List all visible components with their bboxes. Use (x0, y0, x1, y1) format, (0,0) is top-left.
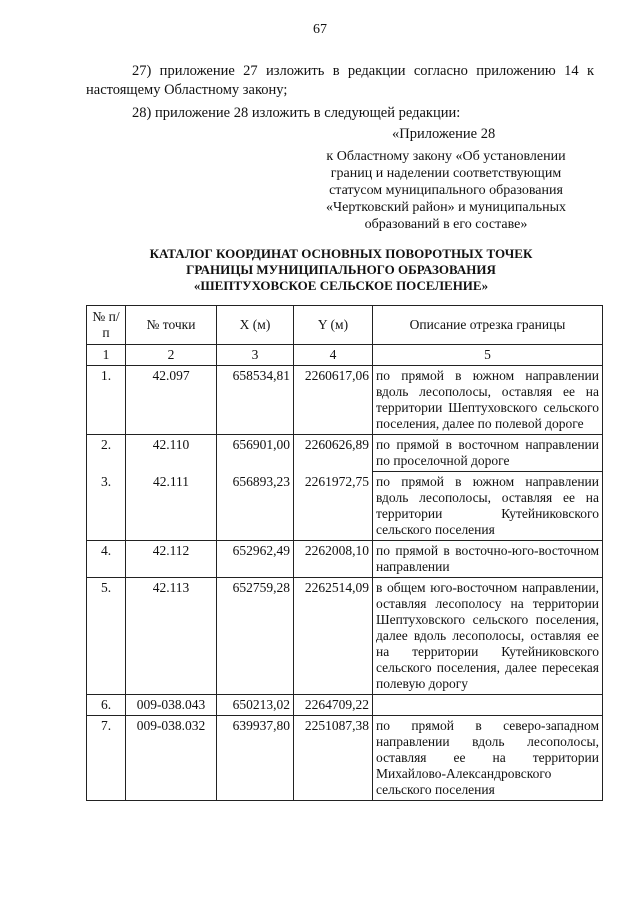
row-x: 652759,28 (217, 578, 294, 695)
row-index: 5. (87, 578, 126, 695)
column-number: 1 (87, 345, 126, 366)
header-description: Описание отрезка границы (373, 306, 603, 345)
header-x: X (м) (217, 306, 294, 345)
row-y: 2262514,09 (294, 578, 373, 695)
row-y: 2262008,10 (294, 541, 373, 578)
row-description: по прямой в восточно-юго-восточном направлении (373, 541, 603, 578)
appendix-subtitle (310, 148, 582, 233)
table-row (87, 435, 603, 472)
row-index: 2. (87, 435, 126, 472)
row-description: по прямой в восточном направлении по проселочной дороге (373, 435, 603, 472)
header-index: № п/п (87, 306, 126, 345)
appendix-subtitle-line: к Областному закону «Об установлении (326, 149, 566, 164)
row-description: по прямой в северо-западном направлении вдоль лесополосы, оставляя ее на территории Михайлово-Александровского сельского поселения (373, 716, 603, 801)
paragraph-27: 27) приложение 27 изложить в редакции согласно приложению 14 к настоящему Областному закону; (86, 63, 594, 98)
appendix-subtitle-line: «Чертковский район» и муниципальных (326, 200, 566, 215)
row-y: 2261972,75 (294, 472, 373, 541)
appendix-subtitle-line: границ и наделении соответствующим (330, 166, 562, 181)
row-point: 42.113 (126, 578, 217, 695)
column-number: 5 (373, 345, 603, 366)
row-index: 7. (87, 716, 126, 801)
row-description: по прямой в южном направлении вдоль лесополосы, оставляя ее на территории Шептуховского сельского поселения, далее по полевой дороге (373, 366, 603, 435)
appendix-subtitle-line: образований в его составе» (364, 217, 528, 232)
table-row (87, 695, 603, 716)
table-row (87, 472, 603, 541)
column-number: 4 (294, 345, 373, 366)
catalog-title-line: ГРАНИЦЫ МУНИЦИПАЛЬНОГО ОБРАЗОВАНИЯ (186, 262, 496, 277)
coordinates-table (86, 305, 603, 801)
column-number: 3 (217, 345, 294, 366)
row-point: 009-038.032 (126, 716, 217, 801)
column-number-row (87, 345, 603, 366)
table-row (87, 578, 603, 695)
row-y: 2264709,22 (294, 695, 373, 716)
catalog-title-line: «ШЕПТУХОВСКОЕ СЕЛЬСКОЕ ПОСЕЛЕНИЕ» (193, 278, 489, 293)
row-index: 3. (87, 472, 126, 541)
row-index: 6. (87, 695, 126, 716)
row-point: 42.112 (126, 541, 217, 578)
table-row (87, 366, 603, 435)
catalog-title-line: КАТАЛОГ КООРДИНАТ ОСНОВНЫХ ПОВОРОТНЫХ ТОЧЕК (149, 246, 533, 261)
header-point: № точки (126, 306, 217, 345)
row-point: 42.110 (126, 435, 217, 472)
row-description: в общем юго-восточном направлении, оставляя лесополосу на территории Шептуховского сельского поселения, далее вдоль лесополосы, оставляя ее на территории Кутейниковского сельского поселения, далее пересекая полевую дорогу (373, 578, 603, 695)
row-point: 009-038.043 (126, 695, 217, 716)
row-y: 2260626,89 (294, 435, 373, 472)
appendix-subtitle-line: статусом муниципального образования (329, 183, 563, 198)
row-point: 42.111 (126, 472, 217, 541)
row-x: 639937,80 (217, 716, 294, 801)
row-x: 652962,49 (217, 541, 294, 578)
row-description (373, 695, 603, 716)
row-y: 2251087,38 (294, 716, 373, 801)
table-header-row (87, 306, 603, 345)
paragraph-28: 28) приложение 28 изложить в следующей редакции: (132, 105, 461, 121)
catalog-title (86, 246, 596, 294)
header-y: Y (м) (294, 306, 373, 345)
row-x: 650213,02 (217, 695, 294, 716)
row-x: 658534,81 (217, 366, 294, 435)
row-x: 656901,00 (217, 435, 294, 472)
appendix-title: «Приложение 28 (392, 126, 496, 142)
page-number: 67 (313, 22, 327, 37)
row-x: 656893,23 (217, 472, 294, 541)
row-description: по прямой в южном направлении вдоль лесополосы, оставляя ее на территории Кутейниковского сельского поселения (373, 472, 603, 541)
row-y: 2260617,06 (294, 366, 373, 435)
row-index: 1. (87, 366, 126, 435)
column-number: 2 (126, 345, 217, 366)
table-row (87, 716, 603, 801)
row-point: 42.097 (126, 366, 217, 435)
row-index: 4. (87, 541, 126, 578)
table-row (87, 541, 603, 578)
